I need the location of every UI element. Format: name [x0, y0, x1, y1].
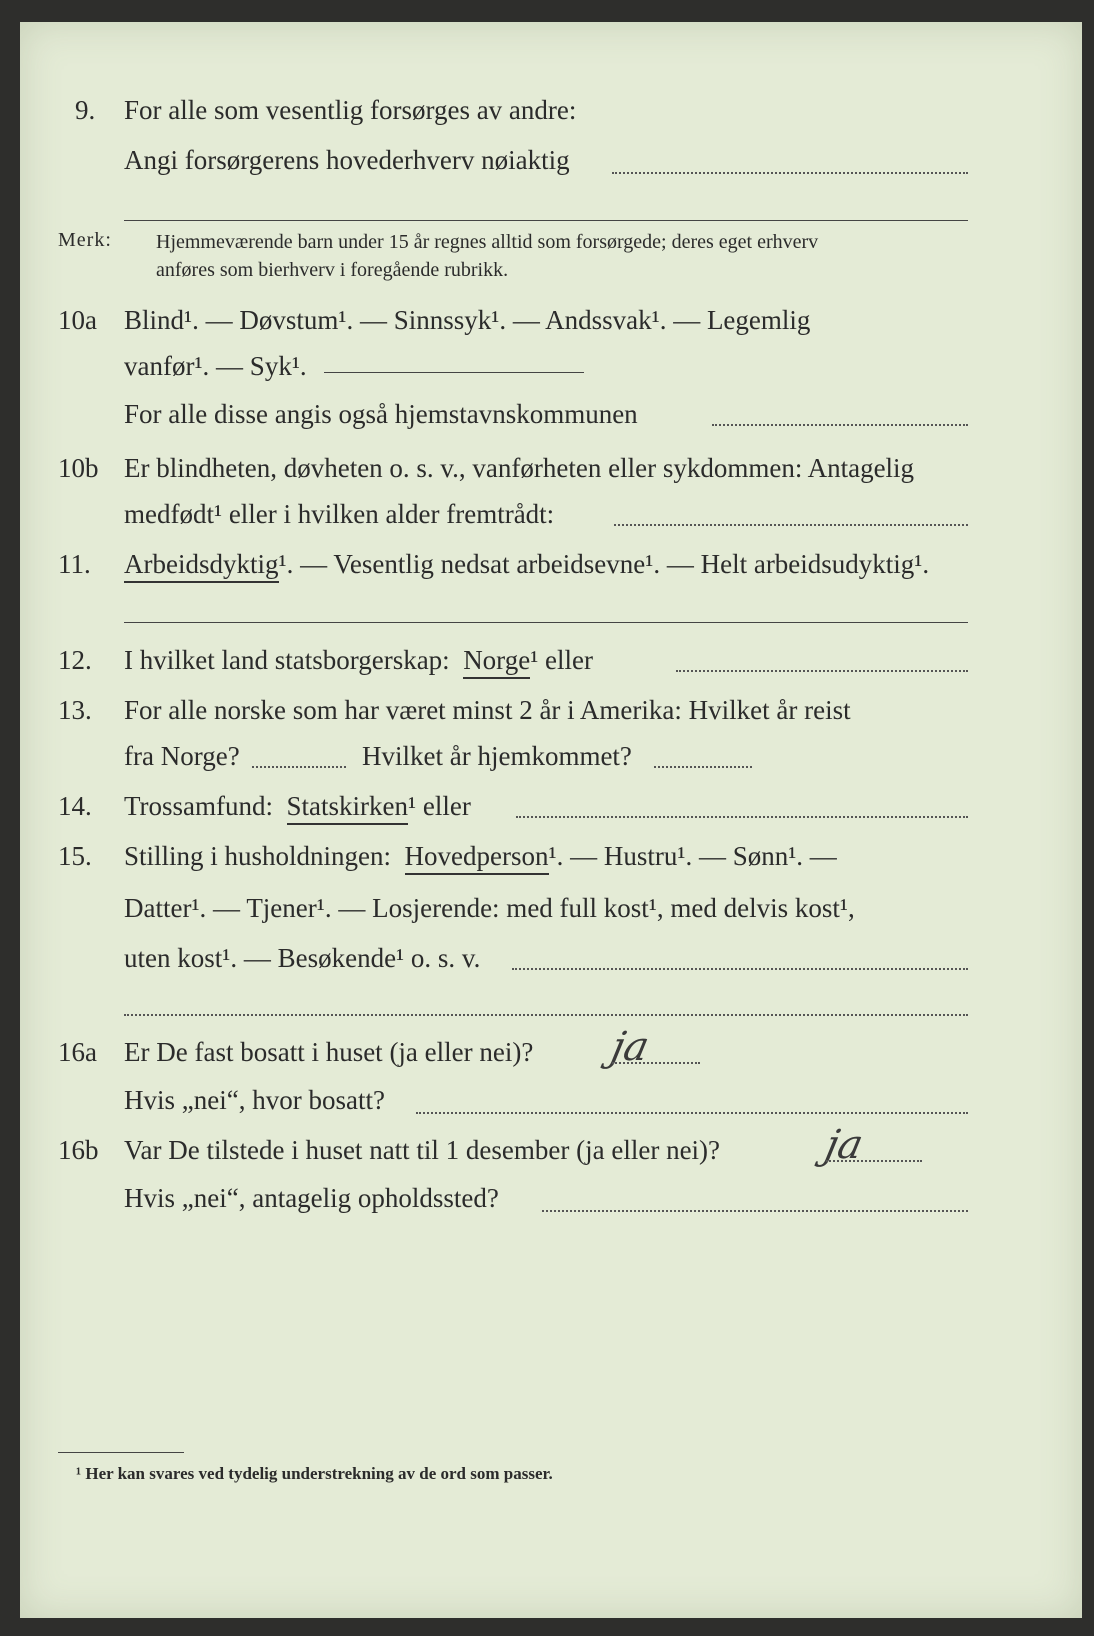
- q13-line2b: Hvilket år hjemkommet?: [362, 741, 632, 771]
- q16b-answer-line[interactable]: [826, 1160, 922, 1162]
- q10b-line1: Er blindheten, døvheten o. s. v., vanførheten eller sykdommen: Antagelig: [124, 453, 915, 483]
- merk-label: Merk:: [58, 229, 112, 251]
- q16a-answer-line[interactable]: [612, 1062, 700, 1064]
- q15-selected-option: Hovedperson: [405, 841, 549, 875]
- q10a-line2: vanfør¹. — Syk¹.: [124, 351, 307, 381]
- q10a-answer-line[interactable]: [324, 372, 584, 373]
- q10a-kommune-line[interactable]: [712, 424, 968, 426]
- q10b-number: 10b: [58, 453, 99, 483]
- q15-number: 15.: [58, 841, 92, 871]
- q16a-handwritten-answer: ja: [607, 1024, 654, 1070]
- q16a-number: 16a: [58, 1037, 97, 1067]
- footnote-rule: [58, 1452, 184, 1453]
- q16b-handwritten-answer: ja: [821, 1122, 868, 1168]
- q16a-line1: Er De fast bosatt i huset (ja eller nei)?: [124, 1037, 534, 1067]
- q11-extra-line[interactable]: [124, 622, 968, 623]
- q13-number: 13.: [58, 695, 92, 725]
- q13-line2a: fra Norge?: [124, 741, 240, 771]
- q15-extra-line[interactable]: [124, 1014, 968, 1016]
- q14-question: Trossamfund:: [124, 791, 274, 821]
- q15-answer-line[interactable]: [512, 968, 968, 970]
- q16a-line2: Hvis „nei“, hvor bosatt?: [124, 1085, 385, 1115]
- q15-line3: uten kost¹. — Besøkende¹ o. s. v.: [124, 943, 481, 973]
- q12-question: I hvilket land statsborgerskap:: [124, 645, 450, 675]
- q16b-opholdssted-line[interactable]: [542, 1210, 968, 1212]
- q16b-line2: Hvis „nei“, antagelig opholdssted?: [124, 1183, 499, 1213]
- q12-selected-option: Norge: [463, 645, 530, 679]
- q12-number: 12.: [58, 645, 92, 675]
- q10a-number: 10a: [58, 305, 97, 335]
- q16b-line1: Var De tilstede i huset natt til 1 desember (ja eller nei)?: [124, 1135, 721, 1165]
- q14-line1: [124, 790, 471, 822]
- q14-alternative: ¹ eller: [408, 791, 471, 821]
- q14-answer-line[interactable]: [516, 816, 968, 818]
- q9-line1: For alle som vesentlig forsørges av andre:: [124, 95, 577, 125]
- census-form-page: [20, 22, 1082, 1618]
- q13-reist-line[interactable]: [252, 766, 346, 768]
- q13-line1: For alle norske som har været minst 2 år i Amerika: Hvilket år reist: [124, 695, 851, 725]
- q11-line1-rest: ¹. — Vesentlig nedsat arbeidsevne¹. — Helt arbeidsudyktig¹.: [278, 549, 930, 579]
- q15-question: Stilling i husholdningen:: [124, 841, 392, 871]
- q12-answer-line[interactable]: [676, 670, 968, 672]
- q15-options: ¹. — Hustru¹. — Sønn¹. —: [548, 841, 837, 871]
- q9-line2: Angi forsørgerens hovederhverv nøiaktig: [124, 145, 570, 175]
- q16a-bosatt-line[interactable]: [416, 1112, 968, 1114]
- q14-number: 14.: [58, 791, 92, 821]
- q9-answer-line[interactable]: [612, 172, 968, 174]
- q10b-answer-line[interactable]: [614, 524, 968, 526]
- q13-hjemkommet-line[interactable]: [654, 766, 752, 768]
- q10b-line2: medfødt¹ eller i hvilken alder fremtrådt:: [124, 499, 555, 529]
- q15-line1: [124, 840, 837, 872]
- q15-line2: Datter¹. — Tjener¹. — Losjerende: med full kost¹, med delvis kost¹,: [124, 893, 855, 923]
- q9-extra-line[interactable]: [124, 220, 968, 221]
- q12-alternative: ¹ eller: [530, 645, 593, 675]
- q11-line1: [124, 548, 929, 580]
- q12-line1: [124, 644, 593, 676]
- q16b-number: 16b: [58, 1135, 99, 1165]
- footnote: ¹ Her kan svares ved tydelig understrekning av de ord som passer.: [76, 1464, 553, 1483]
- merk-line2: anføres som bierhverv i foregående rubrikk.: [156, 259, 509, 281]
- q11-selected-option: Arbeidsdyktig: [124, 549, 279, 583]
- q10a-line3: For alle disse angis også hjemstavnskommunen: [124, 399, 638, 429]
- q10a-line1: Blind¹. — Døvstum¹. — Sinnssyk¹. — Andssvak¹. — Legemlig: [124, 305, 811, 335]
- merk-line1: Hjemmeværende barn under 15 år regnes alltid som forsørgede; deres eget erhverv: [156, 231, 819, 253]
- q9-number: 9.: [75, 95, 96, 125]
- q11-number: 11.: [58, 549, 91, 579]
- q14-selected-option: Statskirken: [287, 791, 409, 825]
